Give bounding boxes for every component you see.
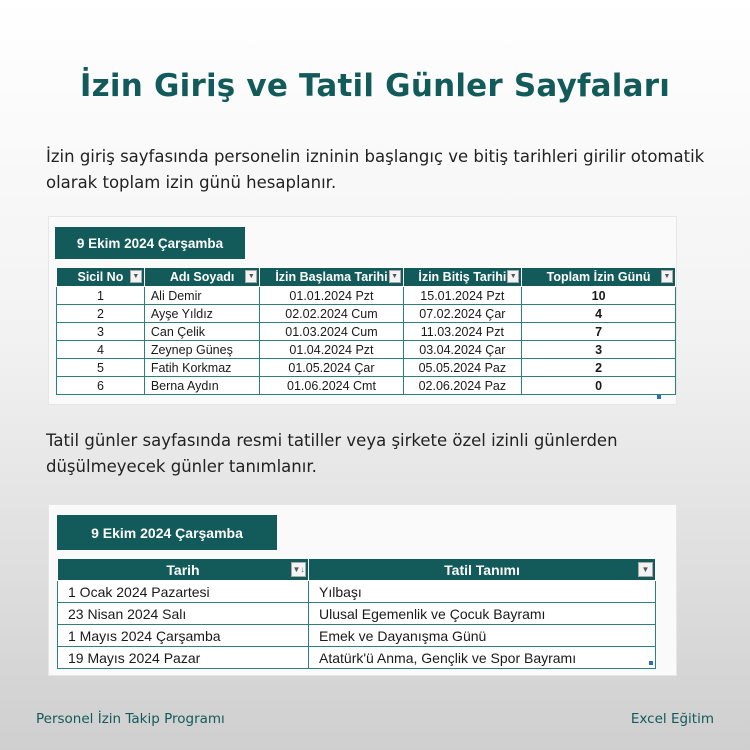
- cell-total-days[interactable]: 7: [522, 323, 676, 341]
- cell-total-days[interactable]: 0: [522, 377, 676, 395]
- cell-name[interactable]: Can Çelik: [144, 323, 260, 341]
- cell-date[interactable]: 1 Ocak 2024 Pazartesi: [58, 581, 309, 603]
- cell-start-date[interactable]: 01.01.2024 Pzt: [260, 287, 403, 305]
- column-header-holiday[interactable]: Tatil Tanımı ▼: [309, 559, 656, 581]
- date-badge: 9 Ekim 2024 Çarşamba: [55, 227, 245, 259]
- cell-sicil-no[interactable]: 4: [57, 341, 145, 359]
- cell-start-date[interactable]: 01.05.2024 Çar: [260, 359, 403, 377]
- cell-date[interactable]: 19 Mayıs 2024 Pazar: [58, 647, 309, 669]
- cell-date[interactable]: 23 Nisan 2024 Salı: [58, 603, 309, 625]
- cell-start-date[interactable]: 01.03.2024 Cum: [260, 323, 403, 341]
- column-header-date[interactable]: Tarih ▼↓: [58, 559, 309, 581]
- table-row: [57, 305, 676, 323]
- column-header-start-date[interactable]: İzin Başlama Tarihi ▼: [260, 268, 403, 287]
- cell-start-date[interactable]: 01.06.2024 Cmt: [260, 377, 403, 395]
- filter-dropdown-icon[interactable]: ▼: [638, 562, 653, 577]
- table-resize-handle[interactable]: [649, 661, 653, 665]
- table-row: [57, 323, 676, 341]
- cell-sicil-no[interactable]: 6: [57, 377, 145, 395]
- column-header-total-days[interactable]: Toplam İzin Günü ▼: [522, 268, 676, 287]
- table-header-row: [57, 268, 676, 287]
- cell-sicil-no[interactable]: 3: [57, 323, 145, 341]
- cell-total-days[interactable]: 10: [522, 287, 676, 305]
- leave-sheet-screenshot: [49, 217, 676, 404]
- cell-total-days[interactable]: 2: [522, 359, 676, 377]
- table-row: [58, 603, 656, 625]
- cell-sicil-no[interactable]: 5: [57, 359, 145, 377]
- cell-total-days[interactable]: 4: [522, 305, 676, 323]
- filter-dropdown-icon[interactable]: ▼: [389, 270, 401, 283]
- cell-name[interactable]: Ali Demir: [144, 287, 260, 305]
- cell-holiday-name[interactable]: Emek ve Dayanışma Günü: [309, 625, 656, 647]
- table-row: [58, 581, 656, 603]
- cell-name[interactable]: Zeynep Güneş: [144, 341, 260, 359]
- date-badge: 9 Ekim 2024 Çarşamba: [57, 515, 277, 550]
- filter-dropdown-icon[interactable]: ▼: [245, 270, 257, 283]
- table-row: [57, 287, 676, 305]
- cell-holiday-name[interactable]: Yılbaşı: [309, 581, 656, 603]
- cell-total-days[interactable]: 3: [522, 341, 676, 359]
- table-row: [57, 377, 676, 395]
- cell-sicil-no[interactable]: 2: [57, 305, 145, 323]
- cell-sicil-no[interactable]: 1: [57, 287, 145, 305]
- cell-end-date[interactable]: 02.06.2024 Paz: [403, 377, 522, 395]
- column-header-end-date[interactable]: İzin Bitiş Tarihi ▼: [403, 268, 522, 287]
- footer-program-name: Personel İzin Takip Programı: [36, 711, 225, 727]
- cell-name[interactable]: Ayşe Yıldız: [144, 305, 260, 323]
- table-row: [58, 647, 656, 669]
- table-row: [58, 625, 656, 647]
- cell-date[interactable]: 1 Mayıs 2024 Çarşamba: [58, 625, 309, 647]
- holiday-table: [57, 558, 656, 669]
- filter-dropdown-icon[interactable]: ▼: [507, 270, 519, 283]
- cell-end-date[interactable]: 11.03.2024 Pzt: [403, 323, 522, 341]
- filter-dropdown-icon[interactable]: ▼: [130, 270, 142, 283]
- cell-name[interactable]: Berna Aydın: [144, 377, 260, 395]
- sort-filter-icon[interactable]: ▼↓: [291, 562, 306, 577]
- leave-table: [56, 267, 676, 395]
- column-header-sicil[interactable]: Sicil No ▼: [57, 268, 145, 287]
- table-row: [57, 341, 676, 359]
- cell-start-date[interactable]: 02.02.2024 Cum: [260, 305, 403, 323]
- cell-holiday-name[interactable]: Ulusal Egemenlik ve Çocuk Bayramı: [309, 603, 656, 625]
- cell-start-date[interactable]: 01.04.2024 Pzt: [260, 341, 403, 359]
- cell-end-date[interactable]: 05.05.2024 Paz: [403, 359, 522, 377]
- table-header-row: [58, 559, 656, 581]
- page-title: İzin Giriş ve Tatil Günler Sayfaları: [79, 68, 671, 104]
- footer-brand: Excel Eğitim: [630, 711, 714, 727]
- filter-dropdown-icon[interactable]: ▼: [661, 270, 673, 283]
- holiday-sheet-screenshot: [49, 505, 676, 675]
- column-header-name[interactable]: Adı Soyadı ▼: [144, 268, 260, 287]
- cell-end-date[interactable]: 15.01.2024 Pzt: [403, 287, 522, 305]
- table-resize-handle[interactable]: [657, 395, 661, 399]
- table-row: [57, 359, 676, 377]
- cell-name[interactable]: Fatih Korkmaz: [144, 359, 260, 377]
- cell-end-date[interactable]: 03.04.2024 Çar: [403, 341, 522, 359]
- cell-holiday-name[interactable]: Atatürk'ü Anma, Gençlik ve Spor Bayramı: [309, 647, 656, 669]
- holiday-paragraph: Tatil günler sayfasında resmi tatiller veya şirkete özel izinli günlerden düşülmeyecek günler tanımlanır.: [46, 431, 618, 476]
- cell-end-date[interactable]: 07.02.2024 Çar: [403, 305, 522, 323]
- intro-paragraph: İzin giriş sayfasında personelin izninin başlangıç ve bitiş tarihleri girilir otomatik olarak toplam izin günü hesaplanır.: [46, 147, 705, 192]
